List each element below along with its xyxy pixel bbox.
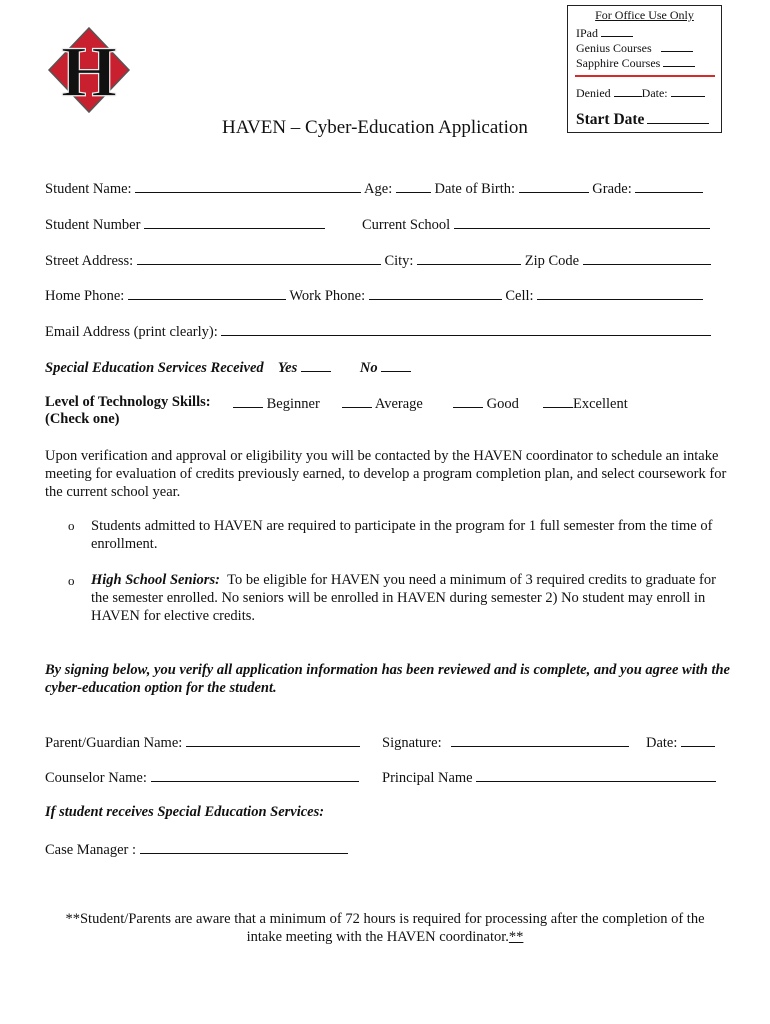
denied-date-field[interactable]: Denied Date:	[576, 83, 705, 101]
current-school-field[interactable]: Current School	[362, 215, 710, 234]
bullet-enrollment: Students admitted to HAVEN are required to participate in the program for 1 full semester from the time of enrollment.	[91, 518, 713, 552]
sapphire-courses-field[interactable]: Sapphire Courses	[576, 53, 695, 71]
special-ed-row[interactable]: Special Education Services Received Yes No	[45, 358, 411, 377]
signature-field[interactable]: Signature:	[382, 733, 629, 752]
start-date-field[interactable]: Start Date	[576, 110, 709, 129]
option-average[interactable]: Average	[342, 394, 423, 413]
logo-letter: H	[60, 32, 118, 112]
bullet-marker: o	[68, 573, 75, 588]
haven-logo	[47, 26, 131, 114]
counselor-name-field[interactable]: Counselor Name:	[45, 768, 359, 787]
check-one-note: (Check one)	[45, 411, 120, 427]
office-use-title: For Office Use Only	[595, 8, 694, 22]
student-number-field[interactable]: Student Number	[45, 215, 325, 234]
student-name-row[interactable]: Student Name: Age: Date of Birth: Grade:	[45, 179, 703, 198]
agreement-statement: By signing below, you verify all application information has been reviewed and is complete, and you agree with the cyber-education option for the student.	[45, 662, 730, 696]
bullet-seniors: High School Seniors: To be eligible for HAVEN you need a minimum of 3 required credits to graduate for the semester enrolled. No seniors will be enrolled in HAVEN during semester 2) No student may enroll in HAVEN for elective credits.	[91, 572, 716, 624]
office-use-box	[567, 5, 722, 133]
bullet-marker: o	[68, 518, 75, 533]
email-field[interactable]: Email Address (print clearly):	[45, 322, 711, 341]
option-good[interactable]: Good	[453, 394, 519, 413]
sped-heading: If student receives Special Education Services:	[45, 804, 325, 820]
option-excellent[interactable]: Excellent	[543, 394, 628, 413]
footer-note-line1: **Student/Parents are aware that a minimum of 72 hours is required for processing after the completion of the	[65, 911, 705, 927]
genius-courses-field[interactable]: Genius Courses	[576, 38, 693, 56]
principal-name-field[interactable]: Principal Name	[382, 768, 716, 787]
case-manager-field[interactable]: Case Manager :	[45, 840, 348, 859]
office-divider	[575, 75, 715, 77]
intro-paragraph: Upon verification and approval or eligibility you will be contacted by the HAVEN coordinator to schedule an intake meeting for evaluation of credits previously earned, to develop a program completion plan, and select coursework for the current school year.	[45, 448, 727, 500]
parent-name-field[interactable]: Parent/Guardian Name:	[45, 733, 360, 752]
page-title: HAVEN – Cyber-Education Application	[222, 117, 528, 138]
ipad-field[interactable]: IPad	[576, 23, 633, 41]
footer-note-line2: intake meeting with the HAVEN coordinator.**	[246, 929, 524, 945]
address-row[interactable]: Street Address: City: Zip Code	[45, 251, 711, 270]
date-field[interactable]: Date:	[646, 733, 715, 752]
tech-skills-label: Level of Technology Skills:	[45, 394, 211, 410]
option-beginner[interactable]: Beginner	[233, 394, 320, 413]
phone-row[interactable]: Home Phone: Work Phone: Cell:	[45, 286, 703, 305]
